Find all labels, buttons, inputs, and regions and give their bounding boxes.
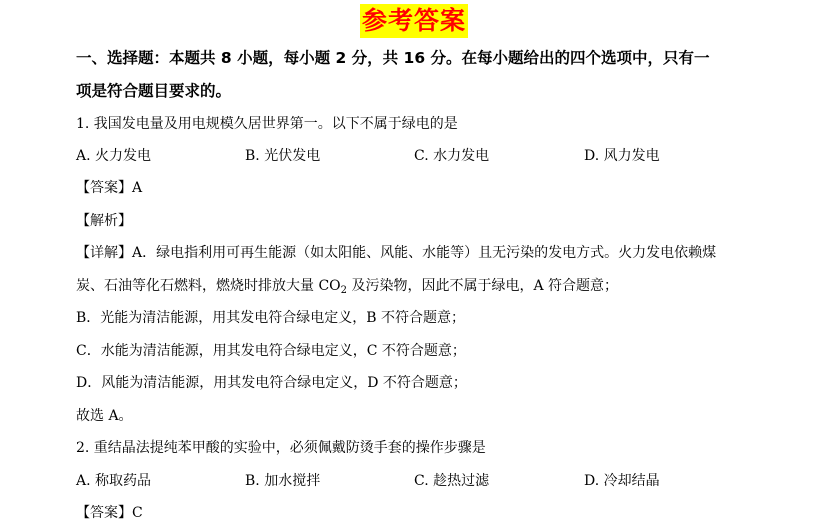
question-1-detail-d: D．风能为清洁能源，用其发电符合绿电定义，D 不符合题意； [76, 375, 467, 391]
question-2-option-b: B. 加水搅拌 [245, 473, 321, 489]
detail-line-2-post: 及污染物，因此不属于绿电，A 符合题意； [347, 278, 619, 294]
question-1-option-b: B. 光伏发电 [245, 148, 321, 164]
page-title: 参考答案 [360, 4, 468, 38]
question-1-option-c: C. 水力发电 [414, 148, 490, 164]
question-1-answer: 【答案】A [76, 180, 143, 196]
question-1-detail-line-1: 【详解】A．绿电指利用可再生能源（如太阳能、风能、水能等）且无污染的发电方式。火力发电依赖煤 [76, 245, 717, 261]
co2-subscript: 2 [340, 285, 348, 296]
question-1-detail-line-2 [76, 276, 618, 296]
question-2-option-a: A. 称取药品 [76, 473, 152, 489]
title-wrapper [0, 4, 828, 38]
question-1-analysis-label: 【解析】 [76, 213, 132, 229]
question-2-answer: 【答案】C [76, 505, 143, 521]
question-1-conclusion: 故选 A。 [76, 408, 133, 424]
question-2-option-d: D. 冷却结晶 [584, 473, 660, 489]
detail-line-2-pre: 炭、石油等化石燃料，燃烧时排放大量 CO [76, 278, 341, 294]
question-1-option-a: A. 火力发电 [76, 148, 152, 164]
question-1-detail-c: C．水能为清洁能源，用其发电符合绿电定义，C 不符合题意； [76, 343, 466, 359]
question-1-stem: 1. 我国发电量及用电规模久居世界第一。以下不属于绿电的是 [76, 116, 458, 132]
question-1-detail-b: B．光能为清洁能源，用其发电符合绿电定义，B 不符合题意； [76, 310, 466, 326]
question-2-stem: 2. 重结晶法提纯苯甲酸的实验中，必须佩戴防烫手套的操作步骤是 [76, 440, 486, 456]
section-heading-line-1: 一、选择题：本题共 8 小题，每小题 2 分，共 16 分。在每小题给出的四个选项中，只有一 [76, 49, 710, 67]
section-heading-line-2: 项是符合题目要求的。 [76, 82, 232, 100]
question-1-option-d: D. 风力发电 [584, 148, 660, 164]
question-2-option-c: C. 趁热过滤 [414, 473, 490, 489]
